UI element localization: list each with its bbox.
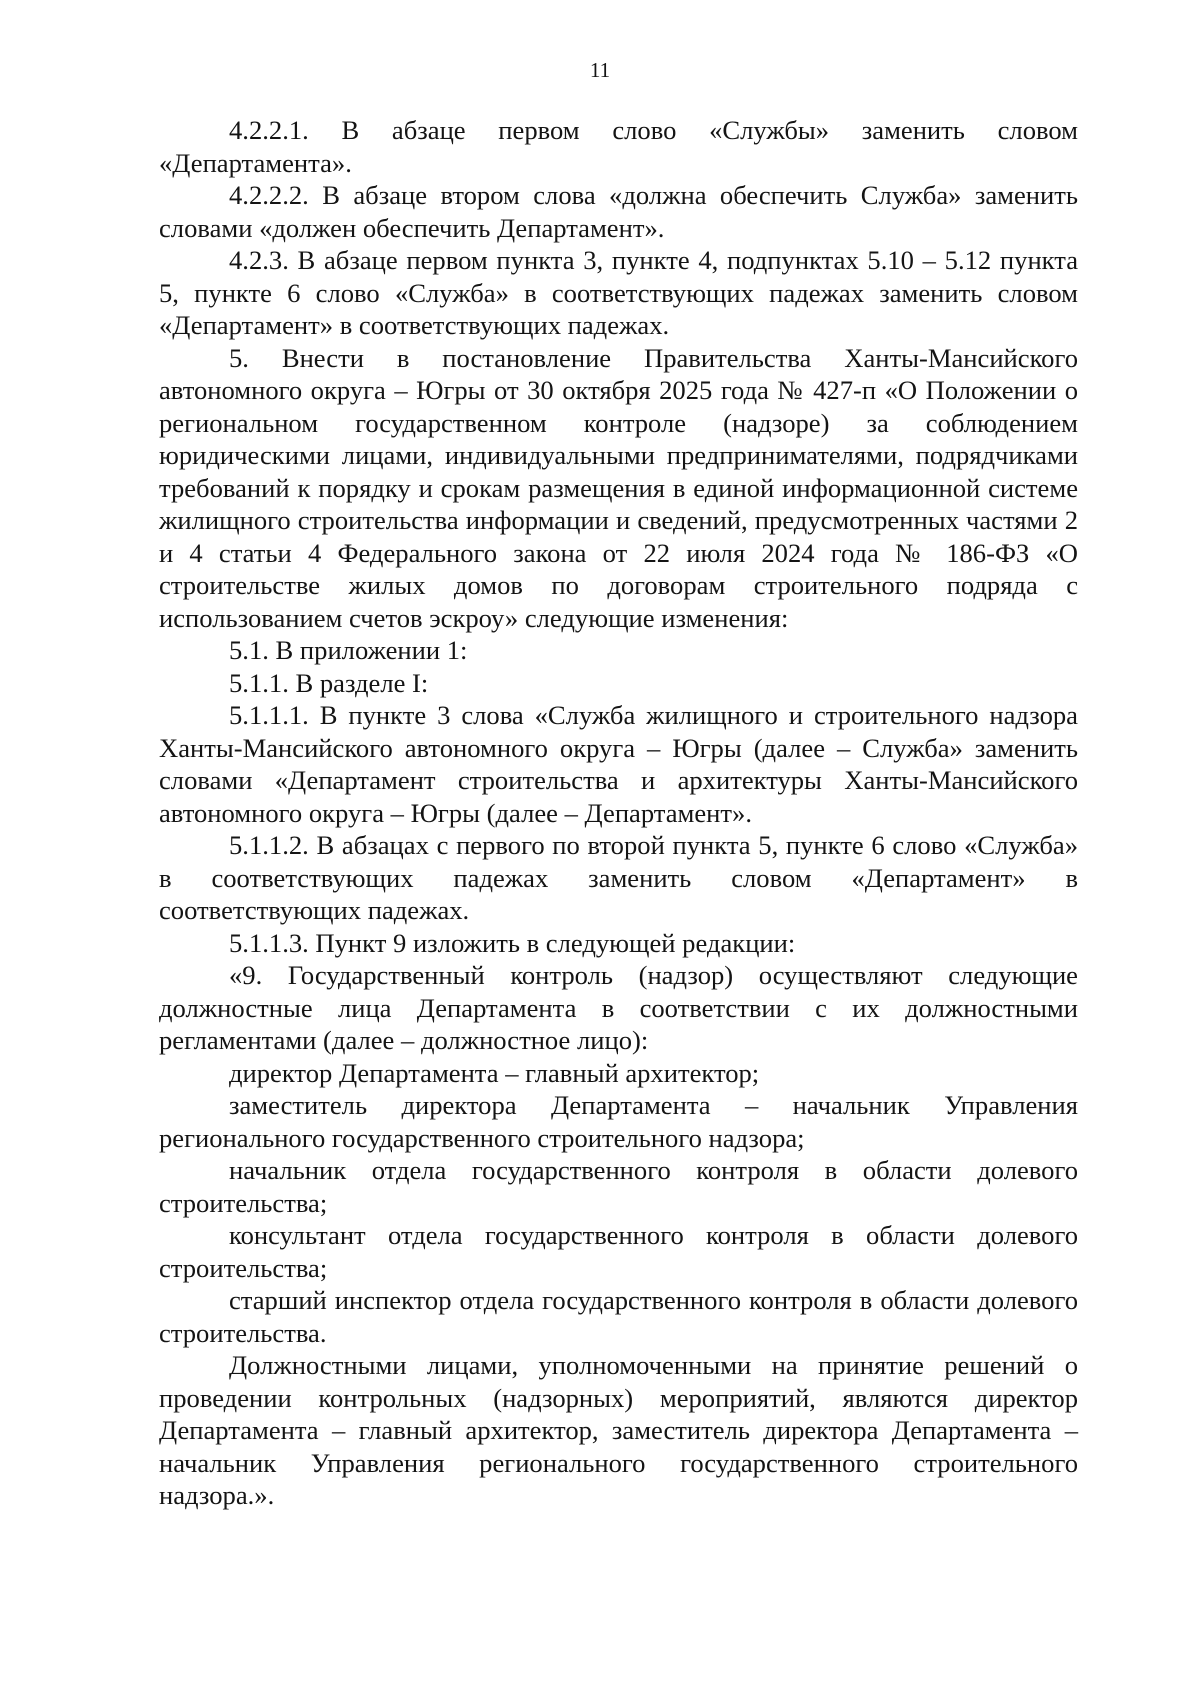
paragraph-5-1-1-2: 5.1.1.2. В абзацах с первого по второй пункта 5, пункте 6 слово «Служба» в соответствующих падежах заменить словом «Департамент» в соответствующих падежах. [159, 830, 1078, 925]
paragraph-5-1: 5.1. В приложении 1: [229, 635, 468, 665]
paragraph-4-2-2-2: 4.2.2.2. В абзаце втором слова «должна обеспечить Служба» заменить словами «должен обеспечить Департамент». [159, 180, 1078, 243]
list-item-director: директор Департамента – главный архитектор; [229, 1057, 760, 1088]
list-item-department-head: начальник отдела государственного контроля в области долевого строительства; [159, 1155, 1078, 1218]
paragraph-authorized-officials: Должностными лицами, уполномоченными на принятие решений о проведении контрольных (надзорных) мероприятий, являются директор Департамента – главный архитектор, заместитель директора Департамента – начальник Управления регионального государственного строительного надзора.». [159, 1350, 1078, 1510]
document-body [159, 114, 1078, 1512]
paragraph-quoted-9: «9. Государственный контроль (надзор) осуществляют следующие должностные лица Департамента в соответствии с их должностными регламентами (далее – должностное лицо): [159, 960, 1078, 1055]
paragraph-4-2-3: 4.2.3. В абзаце первом пункта 3, пункте 4, подпунктах 5.10 – 5.12 пункта 5, пункте 6 слово «Служба» в соответствующих падежах заменить словом «Департамент» в соответствующих падежах. [159, 245, 1078, 340]
paragraph-4-2-2-1: 4.2.2.1. В абзаце первом слово «Службы» заменить словом «Департамента». [159, 115, 1078, 178]
paragraph-5-1-1-1: 5.1.1.1. В пункте 3 слова «Служба жилищного и строительного надзора Ханты-Мансийского автономного округа – Югры (далее – Служба» заменить словами «Департамент строительства и архитектуры Ханты-Мансийского автономного округа – Югры (далее – Департамент». [159, 700, 1078, 828]
list-item-deputy-director: заместитель директора Департамента – начальник Управления регионального государственного строительного надзора; [159, 1090, 1078, 1153]
paragraph-5-1-1: 5.1.1. В разделе I: [229, 667, 429, 698]
list-item-senior-inspector: старший инспектор отдела государственного контроля в области долевого строительства. [159, 1285, 1078, 1348]
paragraph-5-1-1-3: 5.1.1.3. Пункт 9 изложить в следующей редакции: [229, 927, 796, 958]
list-item-consultant: консультант отдела государственного контроля в области долевого строительства; [159, 1220, 1078, 1283]
page-number: 11 [589, 58, 611, 82]
paragraph-5: 5. Внести в постановление Правительства Ханты-Мансийского автономного округа – Югры от 30 октября 2025 года № 427-п «О Положении о региональном государственном контроле (надзоре) за соблюдением юридическими лицами, индивидуальными предпринимателями, подрядчиками требований к порядку и срокам размещения в единой информационной системе жилищного строительства информации и сведений, предусмотренных частями 2 и 4 статьи 4 Федерального закона от 22 июля 2024 года № 186-ФЗ «О строительстве жилых домов по договорам строительного подряда с использованием счетов эскроу» следующие изменения: [159, 342, 1078, 633]
